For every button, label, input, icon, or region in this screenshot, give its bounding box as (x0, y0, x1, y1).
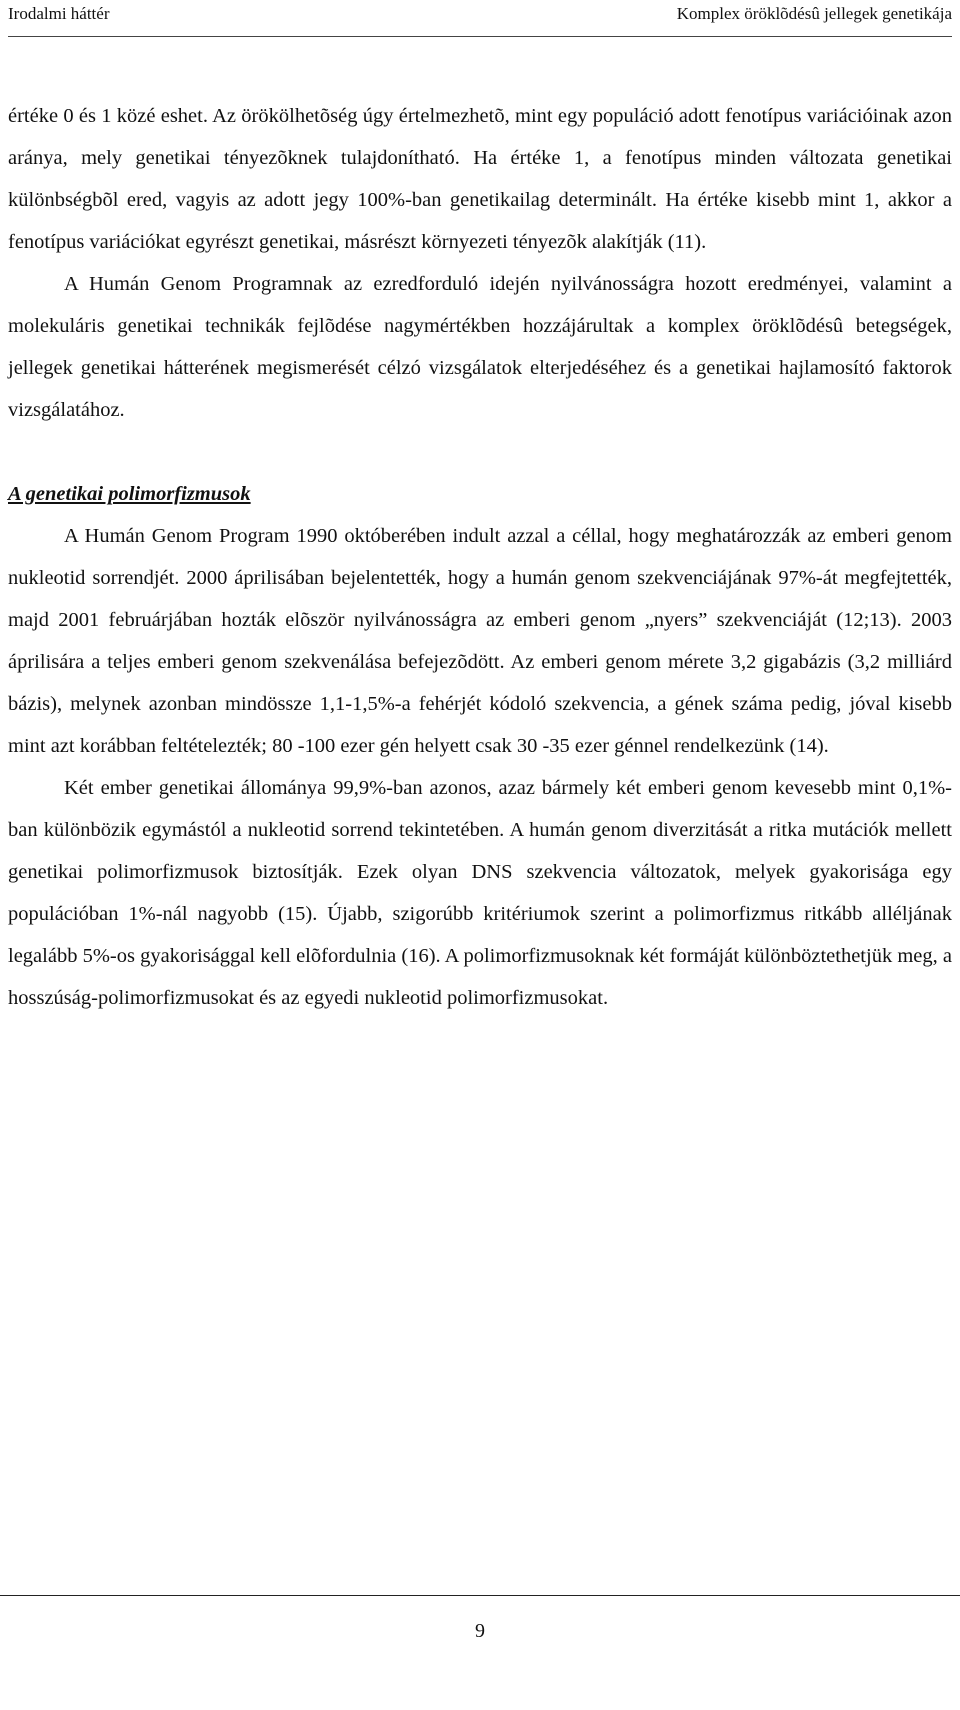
paragraph-human-genome-program: A Humán Genom Program 1990 októberében indult azzal a céllal, hogy meghatározzák az emberi genom nukleotid sorrendjét. 2000 áprilisában bejelentették, hogy a humán genom szekvenciájának 97%-át megfejtették, majd 2001 februárjában hozták elõször nyilvánosságra az emberi genom „nyers” szekvenciáját (12;13). 2003 áprilisára a teljes emberi genom szekvenálása befejezõdött. Az emberi genom mérete 3,2 gigabázis (3,2 milliárd bázis), melynek azonban mindössze 1,1-1,5%-a fehérjét kódoló szekvencia, a gének száma pedig, jóval kisebb mint azt korábban feltételezték; 80 -100 ezer gén helyett csak 30 -35 ezer génnel rendelkezünk (14). (8, 525, 952, 757)
paragraph-heritability: értéke 0 és 1 közé eshet. Az örökölhetõség úgy értelmezhetõ, mint egy populáció adott fenotípus variációinak azon aránya, mely genetikai tényezõknek tulajdonítható. Ha értéke 1, a fenotípus minden változata genetikai különbségbõl ered, vagyis az adott jegy 100%-ban genetikailag determinált. Ha értéke kisebb mint 1, akkor a fenotípus variációkat egyrészt genetikai, másrészt környezeti tényezõk alakítják (11). (8, 105, 952, 253)
header-chapter-title: Komplex öröklõdésû jellegek genetikája (676, 4, 952, 23)
running-header (8, 2, 952, 30)
footer-divider (0, 1595, 960, 1596)
header-section-title: Irodalmi háttér (8, 4, 110, 23)
paragraph-genetic-polymorphisms: Két ember genetikai állománya 99,9%-ban azonos, azaz bármely két emberi genom kevesebb mint 0,1%-ban különbözik egymástól a nukleotid sorrend tekintetében. A humán genom diverzitását a ritka mutációk mellett genetikai polimorfizmusok biztosítják. Ezek olyan DNS szekvencia változatok, melyek gyakorisága egy populációban 1%-nál nagyobb (15). Újabb, szigorúbb kritériumok szerint a polimorfizmus ritkább alléljának legalább 5%-os gyakorisággal kell elõfordulnia (16). A polimorfizmusoknak két formáját különböztethetjük meg, a hosszúság-polimorfizmusokat és az egyedi nukleotid polimorfizmusokat. (8, 777, 952, 1009)
paragraph-human-genome-results: A Humán Genom Programnak az ezredforduló idején nyilvánosságra hozott eredményei, valamint a molekuláris genetikai technikák fejlõdése nagymértékben hozzájárultak a komplex öröklõdésû betegségek, jellegek genetikai hátterének megismerését célzó vizsgálatok elterjedéséhez és a genetikai hajlamosító faktorok vizsgálatához. (8, 273, 952, 421)
header-divider (8, 36, 952, 37)
page-body (8, 95, 952, 1019)
page-number: 9 (475, 1620, 485, 1642)
section-heading: A genetikai polimorfizmusok (8, 483, 251, 505)
